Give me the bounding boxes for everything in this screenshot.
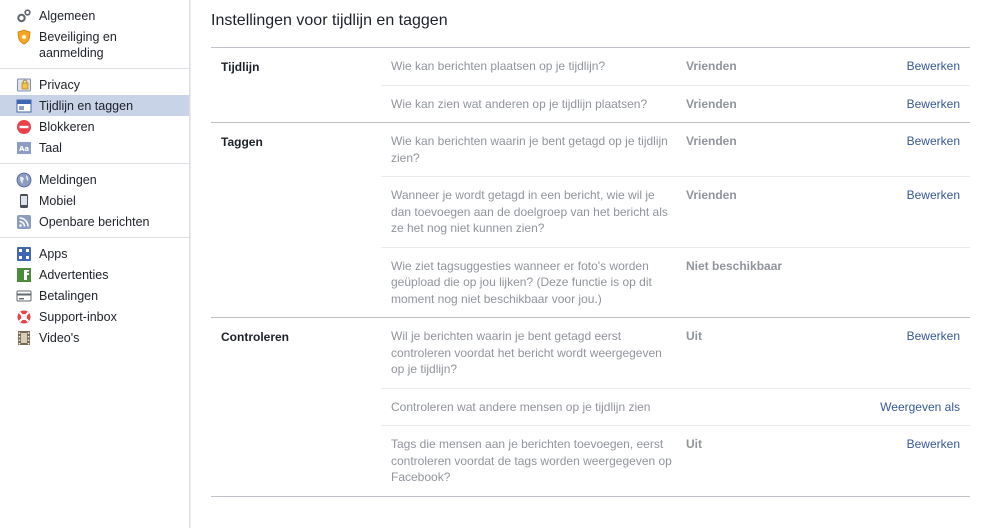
- setting-row: [381, 48, 970, 85]
- svg-text:Aa: Aa: [19, 145, 30, 153]
- phone-icon: [16, 193, 32, 209]
- block-icon: [16, 119, 32, 135]
- ads-icon: [16, 267, 32, 283]
- setting-question: Wie kan zien wat anderen op je tijdlijn plaatsen?: [391, 96, 648, 111]
- setting-row: [381, 425, 970, 496]
- setting-value: [686, 399, 806, 416]
- setting-row: [381, 318, 970, 388]
- sidebar-item-video-s[interactable]: [0, 327, 189, 348]
- sidebar-item-label: Beveiliging en aanmelding: [39, 30, 117, 60]
- setting-value: Uit: [686, 329, 702, 343]
- section-tijdlijn: [211, 48, 970, 122]
- page-title: Instellingen voor tijdlijn en taggen: [211, 12, 448, 29]
- sidebar-item-apps[interactable]: [0, 243, 189, 264]
- sidebar-item-support-inbox[interactable]: [0, 306, 189, 327]
- setting-question: Wie kan berichten plaatsen op je tijdlijn?: [391, 59, 606, 73]
- sidebar-item-privacy[interactable]: [0, 74, 189, 95]
- setting-question: Wil je berichten waarin je bent getagd eerst controleren voordat het bericht wordt weergegeven op je tijdlijn?: [391, 329, 662, 376]
- setting-value: Vrienden: [686, 96, 737, 111]
- sidebar-group: [0, 0, 189, 68]
- setting-value: Vrienden: [686, 134, 737, 148]
- setting-question: Wie ziet tagsuggesties wanneer er foto's worden geüpload die op jou lijken? (Deze functie is op dit moment nog niet beschikbaar voor jou.): [391, 258, 652, 306]
- setting-bewerken-link[interactable]: Bewerken: [906, 96, 960, 111]
- section-title: Taggen: [221, 135, 263, 149]
- sidebar-group: [0, 164, 189, 237]
- setting-question: Wanneer je wordt getagd in een bericht, wie wil je dan toevoegen aan de doelgroep van het bericht als ze het nog niet kunnen zien?: [391, 188, 668, 235]
- setting-row: [381, 388, 970, 426]
- sidebar-item-label: Algemeen: [39, 9, 96, 23]
- apps-icon: [16, 246, 32, 262]
- section-taggen: [211, 122, 970, 317]
- setting-row: [381, 176, 970, 247]
- setting-row: [381, 123, 970, 176]
- section-rows: [381, 48, 970, 122]
- sidebar-item-advertenties[interactable]: [0, 264, 189, 285]
- sidebar-item-label: Openbare berichten: [39, 215, 150, 229]
- sidebar-group: [0, 69, 189, 163]
- section-controleren: [211, 317, 970, 496]
- setting-bewerken-link[interactable]: Bewerken: [906, 134, 960, 148]
- sidebar-item-tijdlijn-en-taggen[interactable]: [0, 95, 189, 116]
- sidebar-item-label: Advertenties: [39, 268, 109, 282]
- sidebar-item-label: Blokkeren: [39, 120, 95, 134]
- lifebuoy-icon: [16, 309, 32, 325]
- badge-icon: [16, 29, 32, 45]
- settings-sidebar: [0, 0, 190, 528]
- sidebar-item-meldingen[interactable]: [0, 169, 189, 190]
- setting-action-empty: [806, 258, 960, 308]
- setting-weergeven-als-link[interactable]: Weergeven als: [880, 399, 960, 414]
- sidebar-item-label: Taal: [39, 141, 62, 155]
- sidebar-item-taal[interactable]: [0, 137, 189, 158]
- gears-icon: [16, 8, 32, 24]
- sidebar-item-openbare-berichten[interactable]: [0, 211, 189, 232]
- setting-row: [381, 85, 970, 123]
- setting-question: Wie kan berichten waarin je bent getagd op je tijdlijn zien?: [391, 134, 668, 165]
- setting-bewerken-link[interactable]: Bewerken: [906, 437, 960, 451]
- timeline-icon: [16, 98, 32, 114]
- sidebar-item-beveiliging-en-aanmelding[interactable]: [0, 26, 189, 63]
- settings-main: [191, 0, 1000, 528]
- sidebar-item-algemeen[interactable]: [0, 5, 189, 26]
- sidebar-group: [0, 238, 189, 353]
- setting-bewerken-link[interactable]: Bewerken: [906, 329, 960, 343]
- sidebar-item-label: Betalingen: [39, 289, 99, 303]
- setting-bewerken-link[interactable]: Bewerken: [906, 59, 960, 73]
- setting-question: Tags die mensen aan je berichten toevoegen, eerst controleren voordat de tags worden weergegeven op Facebook?: [391, 437, 672, 484]
- card-icon: [16, 288, 32, 304]
- setting-question: Controleren wat andere mensen op je tijdlijn zien: [391, 399, 651, 414]
- section-rows: [381, 123, 970, 317]
- sidebar-item-label: Support-inbox: [39, 310, 117, 324]
- globe-icon: [16, 172, 32, 188]
- setting-value: Niet beschikbaar: [686, 258, 783, 273]
- sidebar-item-label: Privacy: [39, 78, 80, 92]
- setting-bewerken-link[interactable]: Bewerken: [906, 188, 960, 202]
- film-icon: [16, 330, 32, 346]
- sidebar-item-mobiel[interactable]: [0, 190, 189, 211]
- section-title: Controleren: [221, 330, 290, 344]
- sidebar-item-label: Video's: [39, 331, 80, 345]
- sidebar-item-betalingen[interactable]: [0, 285, 189, 306]
- setting-value: Uit: [686, 437, 702, 451]
- section-rows: [381, 318, 970, 496]
- section-title: Tijdlijn: [221, 60, 260, 74]
- sidebar-item-label: Apps: [39, 247, 68, 261]
- sidebar-item-label: Tijdlijn en taggen: [39, 99, 134, 113]
- setting-value: Vrienden: [686, 59, 737, 73]
- settings-table: [211, 47, 970, 497]
- sidebar-item-label: Meldingen: [39, 173, 97, 187]
- rss-icon: [16, 214, 32, 230]
- language-icon: [16, 140, 32, 156]
- setting-row: [381, 247, 970, 318]
- setting-value: Vrienden: [686, 188, 737, 202]
- sidebar-item-blokkeren[interactable]: [0, 116, 189, 137]
- sidebar-item-label: Mobiel: [39, 194, 76, 208]
- lock-icon: [16, 77, 32, 93]
